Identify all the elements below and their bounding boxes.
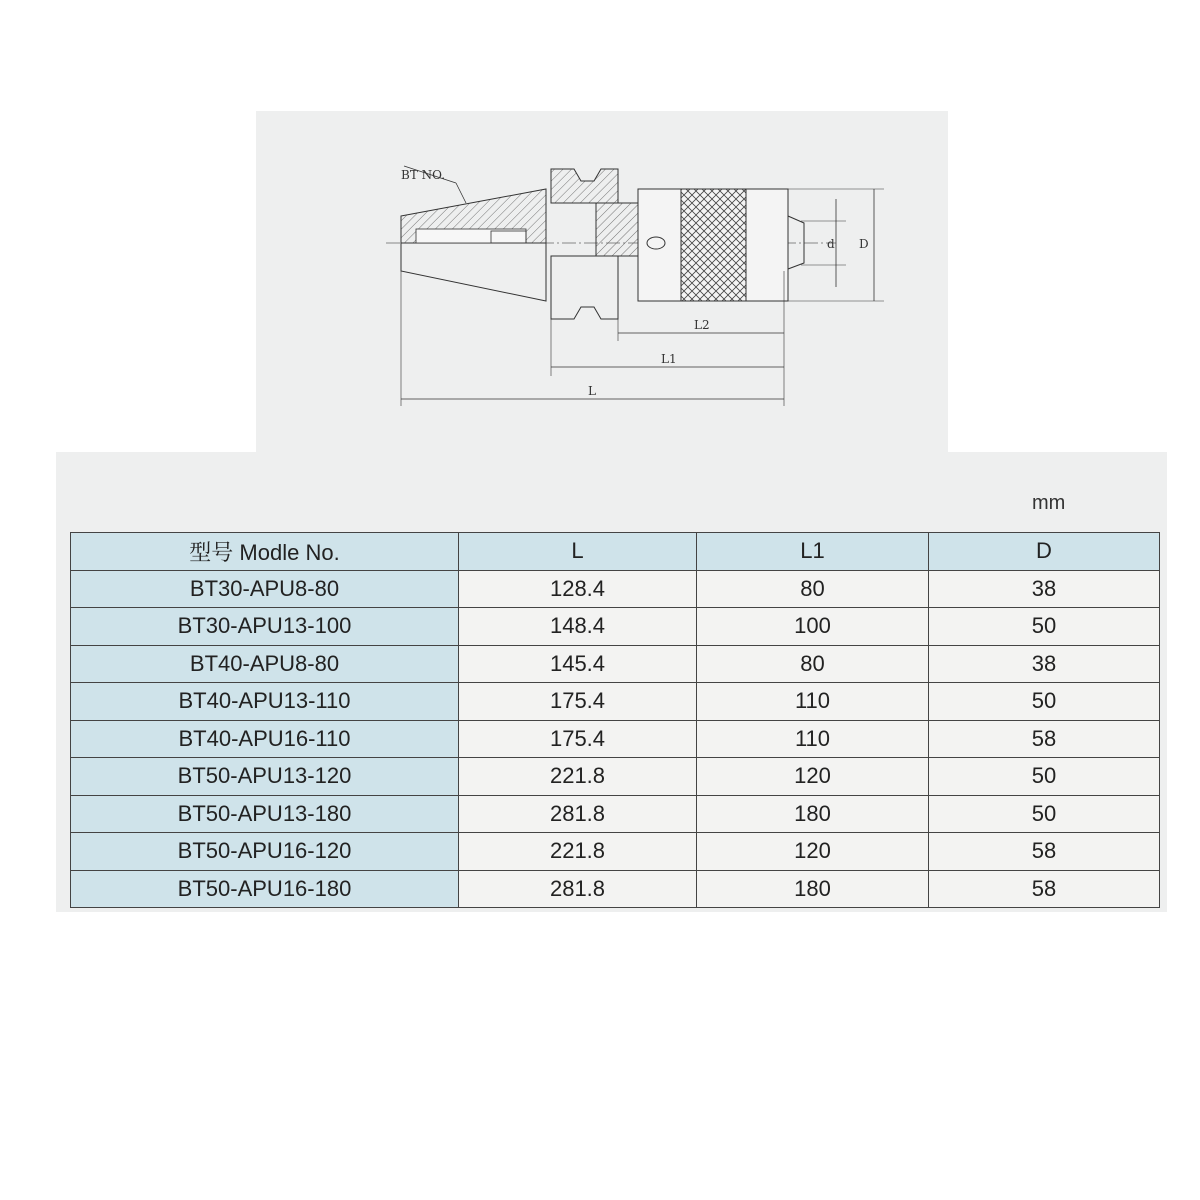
l-cell: 175.4 xyxy=(459,720,697,758)
table-row xyxy=(71,720,1160,758)
d-cell: 50 xyxy=(929,608,1160,646)
l1-cell: 80 xyxy=(697,645,929,683)
model-cell: BT30-APU13-100 xyxy=(71,608,459,646)
l1-cell: 120 xyxy=(697,833,929,871)
dimension-l1-label: L1 xyxy=(661,352,677,366)
l-cell: 145.4 xyxy=(459,645,697,683)
jaw-tip xyxy=(788,216,804,269)
l1-cell: 180 xyxy=(697,795,929,833)
spec-table-panel xyxy=(56,452,1167,912)
table-row xyxy=(71,758,1160,796)
dimension-l2-label: L2 xyxy=(694,318,710,332)
l-cell: 221.8 xyxy=(459,833,697,871)
spec-table xyxy=(70,532,1160,908)
table-row xyxy=(71,833,1160,871)
l-cell: 175.4 xyxy=(459,683,697,721)
d-cell: 38 xyxy=(929,645,1160,683)
dimension-big-d-label: D xyxy=(859,237,869,251)
table-row xyxy=(71,795,1160,833)
l1-cell: 120 xyxy=(697,758,929,796)
l1-cell: 180 xyxy=(697,870,929,908)
l-cell: 128.4 xyxy=(459,570,697,608)
header-l1: L1 xyxy=(697,533,929,571)
model-cell: BT50-APU13-120 xyxy=(71,758,459,796)
d-cell: 50 xyxy=(929,795,1160,833)
model-cell: BT50-APU16-180 xyxy=(71,870,459,908)
model-cell: BT50-APU13-180 xyxy=(71,795,459,833)
l-cell: 148.4 xyxy=(459,608,697,646)
header-l: L xyxy=(459,533,697,571)
dimension-l-label: L xyxy=(588,384,596,398)
d-cell: 58 xyxy=(929,720,1160,758)
model-cell: BT30-APU8-80 xyxy=(71,570,459,608)
l-cell: 281.8 xyxy=(459,795,697,833)
table-row xyxy=(71,870,1160,908)
bt-no-label: BT NO. xyxy=(401,168,446,182)
taper-lower-section xyxy=(401,243,546,301)
table-header-row xyxy=(71,533,1160,571)
model-cell: BT50-APU16-120 xyxy=(71,833,459,871)
neck xyxy=(596,203,638,256)
l1-cell: 80 xyxy=(697,570,929,608)
l1-cell: 110 xyxy=(697,720,929,758)
knurled-sleeve xyxy=(681,189,746,301)
header-d: D xyxy=(929,533,1160,571)
l1-cell: 100 xyxy=(697,608,929,646)
flange-lower xyxy=(551,256,618,319)
d-cell: 58 xyxy=(929,833,1160,871)
flange-upper xyxy=(551,169,618,203)
model-cell: BT40-APU8-80 xyxy=(71,645,459,683)
header-model: 型号 Modle No. xyxy=(71,533,459,571)
dimension-d-label: d xyxy=(827,237,835,251)
d-cell: 38 xyxy=(929,570,1160,608)
d-cell: 50 xyxy=(929,683,1160,721)
unit-label: mm xyxy=(1032,492,1066,514)
d-cell: 58 xyxy=(929,870,1160,908)
table-row xyxy=(71,683,1160,721)
d-cell: 50 xyxy=(929,758,1160,796)
technical-drawing-panel xyxy=(256,111,948,456)
table-row xyxy=(71,608,1160,646)
l1-cell: 110 xyxy=(697,683,929,721)
model-cell: BT40-APU13-110 xyxy=(71,683,459,721)
model-cell: BT40-APU16-110 xyxy=(71,720,459,758)
table-row xyxy=(71,570,1160,608)
table-row xyxy=(71,645,1160,683)
drill-chuck-arbor-drawing xyxy=(256,111,948,456)
l-cell: 281.8 xyxy=(459,870,697,908)
l-cell: 221.8 xyxy=(459,758,697,796)
